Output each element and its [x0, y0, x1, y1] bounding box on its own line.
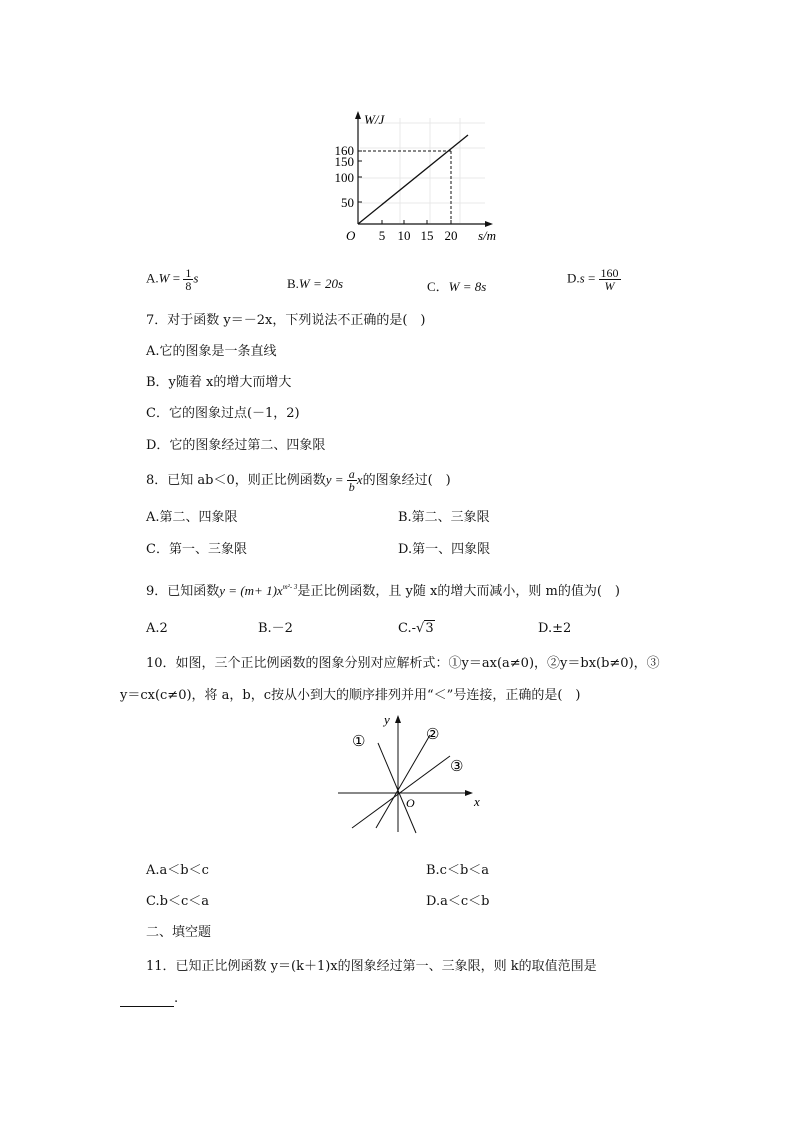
y-axis-arrow	[395, 715, 401, 723]
option-letter: B.	[287, 276, 299, 291]
y-axis-label: y	[384, 712, 390, 727]
option-letter: C．	[427, 279, 449, 294]
answer-blank[interactable]	[120, 994, 174, 1007]
denominator: 8	[185, 279, 192, 293]
y-tick-50: 50	[341, 195, 354, 210]
line-1	[378, 743, 416, 833]
q8-option-b: B.第二、三象限	[398, 510, 490, 525]
denominator: b	[348, 480, 355, 494]
x-tick-15: 15	[420, 228, 434, 243]
x-axis-label: s/m	[478, 228, 497, 243]
q9-option-d: D.±2	[538, 621, 572, 636]
q9-stem	[146, 579, 620, 600]
q11-answer-line	[120, 991, 178, 1007]
label-2: ②	[426, 727, 440, 743]
q10-option-d: D.a＜c＜b	[426, 894, 490, 909]
q9-option-c	[398, 621, 435, 637]
proportional-lines-graph	[330, 710, 490, 835]
expression: W = 8s	[448, 279, 487, 294]
x-tick-20: 20	[444, 228, 458, 243]
numerator: a	[348, 467, 355, 481]
work-distance-graph	[320, 108, 510, 248]
origin-label: O	[406, 796, 415, 810]
y-tick-160: 160	[334, 143, 354, 158]
numerator: 1	[185, 266, 192, 280]
var-s: s	[579, 270, 585, 286]
x-axis-label: x	[474, 794, 480, 809]
q7-option-d: D．它的图象经过第二、四象限	[146, 438, 326, 453]
function-expression: y = (m+ 1)x	[219, 583, 283, 598]
option-letter: C.-	[398, 621, 417, 636]
q8-option-c: C．第一、三象限	[146, 542, 247, 557]
x-tick-5: 5	[378, 228, 386, 243]
q9-option-a: A.2	[146, 621, 168, 636]
stem-start: 9．已知函数	[146, 584, 220, 599]
var-w: W	[158, 270, 170, 286]
q10-option-b: B.c＜b＜a	[426, 863, 490, 878]
x-axis-arrow	[485, 221, 493, 227]
origin-label: O	[346, 228, 356, 243]
q9-option-b: B.－2	[258, 621, 293, 636]
fraction-a-b	[347, 468, 357, 493]
q7-option-b: B．y随着 x的增大而增大	[146, 375, 292, 390]
stem-end: 的图象经过( )	[362, 473, 451, 488]
exponent: m²- 3	[282, 583, 298, 591]
section-title: 二、填空题	[146, 925, 212, 940]
q10-option-c: C.b＜c＜a	[146, 894, 209, 909]
q6-option-b	[287, 276, 343, 292]
x-axis-arrow	[465, 790, 473, 796]
sqrt-icon: √	[416, 621, 425, 636]
q10-line2: y＝cx(c≠0)，将 a，b，c按从小到大的顺序排列并用“＜”号连接，正确的是( )	[120, 688, 581, 703]
q7-option-a: A.它的图象是一条直线	[146, 344, 277, 359]
denominator: W	[604, 279, 615, 293]
x-tick-10: 10	[397, 228, 411, 243]
line-3	[352, 756, 450, 828]
fraction-1-8	[183, 267, 193, 292]
q10-option-a: A.a＜b＜c	[146, 863, 209, 878]
stem-end: 是正比例函数，且 y随 x的增大而减小，则 m的值为( )	[297, 584, 620, 599]
y-axis-arrow	[355, 111, 361, 119]
label-3: ③	[450, 759, 464, 775]
var-s: s	[193, 270, 199, 286]
y-equals: y =	[325, 472, 347, 487]
option-letter: A.	[146, 270, 159, 286]
radicand: 3	[425, 621, 434, 636]
q6-option-a	[146, 267, 198, 292]
numerator: 160	[600, 266, 619, 280]
equals: =	[169, 270, 184, 286]
q7-stem: 7．对于函数 y＝－2x，下列说法不正确的是( )	[146, 313, 426, 328]
y-tick-100: 100	[334, 170, 354, 185]
line-2	[376, 735, 430, 828]
fraction-160-w	[599, 267, 621, 292]
q10-line1: 10．如图，三个正比例函数的图象分别对应解析式：①y＝ax(a≠0)，②y＝bx(b≠0)，③	[146, 656, 660, 671]
q7-option-c: C．它的图象过点(－1，2)	[146, 406, 300, 421]
q8-stem	[146, 468, 451, 493]
q8-option-a: A.第二、四象限	[146, 510, 238, 525]
label-1: ①	[352, 734, 366, 750]
expression: W = 20s	[298, 276, 344, 291]
q11-line1: 11．已知正比例函数 y＝(k＋1)x的图象经过第一、三象限，则 k的取值范围是	[146, 959, 597, 974]
var-x: x	[356, 472, 363, 487]
equals: =	[584, 270, 599, 286]
y-axis-label: W/J	[364, 112, 385, 127]
y-tick-150: 150	[334, 154, 354, 169]
stem-start: 8．已知 ab＜0，则正比例函数	[146, 473, 326, 488]
q6-option-d	[567, 267, 621, 292]
q8-option-d: D.第一、四象限	[398, 542, 491, 557]
option-letter: D.	[567, 270, 580, 286]
period: .	[174, 991, 179, 1006]
q6-option-c	[427, 276, 486, 295]
